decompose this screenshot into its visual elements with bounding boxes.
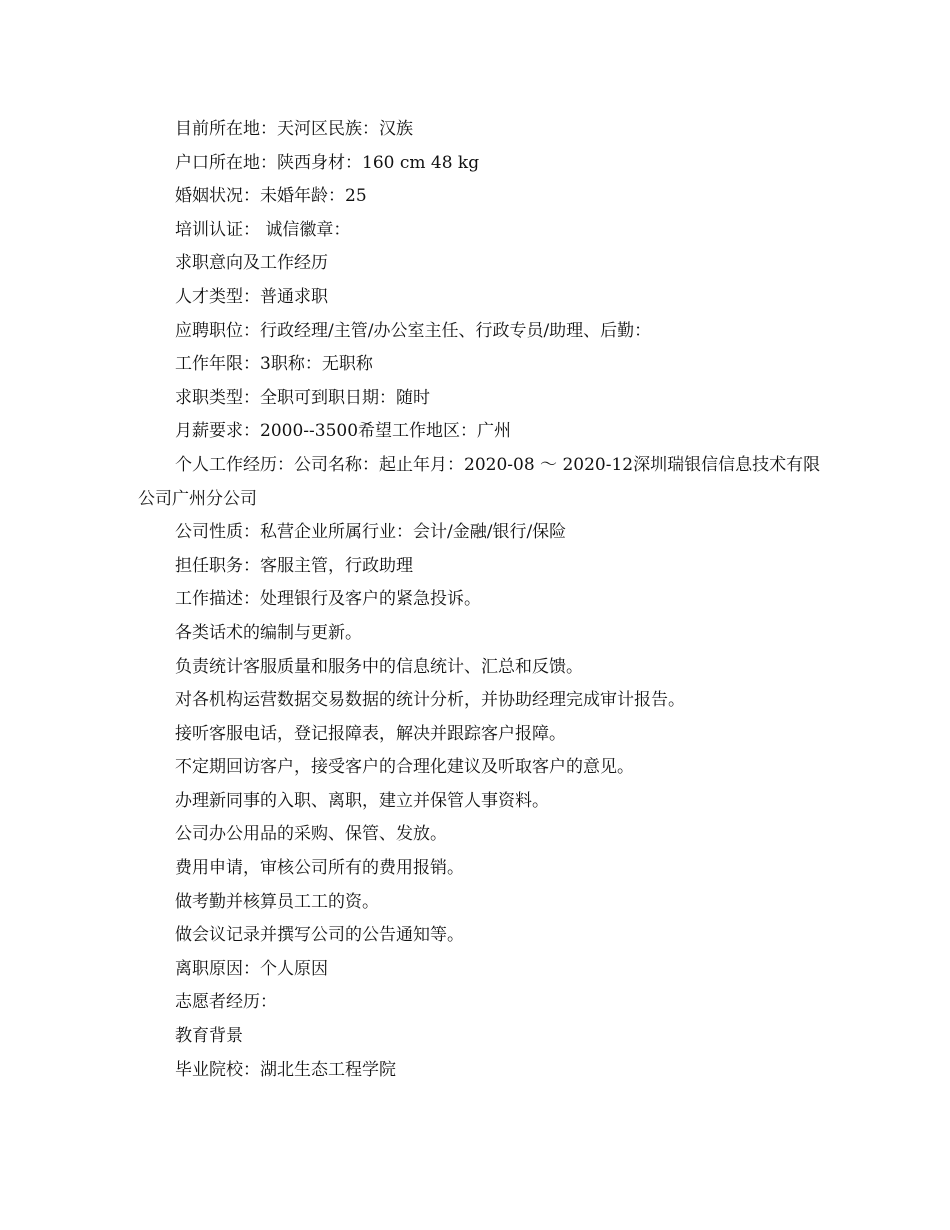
text-line-duty: 接听客服电话，登记报障表，解决并跟踪客户报障。 xyxy=(175,723,566,744)
text-line-duty: 做考勤并核算员工工的资。 xyxy=(175,891,379,912)
text-line-hukou: 户口所在地：陕西身材：160 cm 48 kg xyxy=(175,152,480,173)
section-heading-education: 教育背景 xyxy=(175,1026,243,1047)
text-line-work-experience: 个人工作经历：公司名称：起止年月：2020-08 ～ 2020-12深圳瑞银信信息技术有限公司广州分公司 xyxy=(138,454,821,509)
text-line-company-nature: 公司性质：私营企业所属行业：会计/金融/银行/保险 xyxy=(175,522,567,543)
text-line-certification: 培训认证： 诚信徽章： xyxy=(175,219,351,240)
text-line-work-years: 工作年限：3职称：无职称 xyxy=(175,354,373,375)
text-line-leave-reason: 离职原因：个人原因 xyxy=(175,958,328,979)
text-line-duty: 各类话术的编制与更新。 xyxy=(175,622,362,643)
text-line-volunteer: 志愿者经历： xyxy=(175,992,277,1013)
document-body xyxy=(138,113,828,1087)
text-line-duty: 办理新同事的入职、离职，建立并保管人事资料。 xyxy=(175,790,549,811)
text-line-marital-status: 婚姻状况：未婚年龄：25 xyxy=(175,186,367,207)
text-line-job-description: 工作描述：处理银行及客户的紧急投诉。 xyxy=(175,589,481,610)
section-heading-job-intention: 求职意向及工作经历 xyxy=(175,253,328,274)
text-line-applied-position: 应聘职位：行政经理/主管/办公室主任、行政专员/助理、后勤： xyxy=(175,320,652,341)
text-line-salary: 月薪要求：2000--3500希望工作地区：广州 xyxy=(175,421,512,442)
text-line-duty: 对各机构运营数据交易数据的统计分析，并协助经理完成审计报告。 xyxy=(175,690,685,711)
text-line-duty: 负责统计客服质量和服务中的信息统计、汇总和反馈。 xyxy=(175,656,583,677)
text-line-position-held: 担任职务：客服主管，行政助理 xyxy=(175,555,413,576)
text-line-duty: 不定期回访客户，接受客户的合理化建议及听取客户的意见。 xyxy=(175,757,634,778)
text-line-current-location: 目前所在地：天河区民族：汉族 xyxy=(175,119,413,139)
text-line-duty: 公司办公用品的采购、保管、发放。 xyxy=(175,824,447,845)
text-line-job-type: 求职类型：全职可到职日期：随时 xyxy=(175,387,430,408)
text-line-school: 毕业院校：湖北生态工程学院 xyxy=(175,1059,396,1080)
text-line-duty: 费用申请，审核公司所有的费用报销。 xyxy=(175,858,464,879)
text-line-duty: 做会议记录并撰写公司的公告通知等。 xyxy=(175,925,464,946)
text-line-talent-type: 人才类型：普通求职 xyxy=(175,286,328,307)
